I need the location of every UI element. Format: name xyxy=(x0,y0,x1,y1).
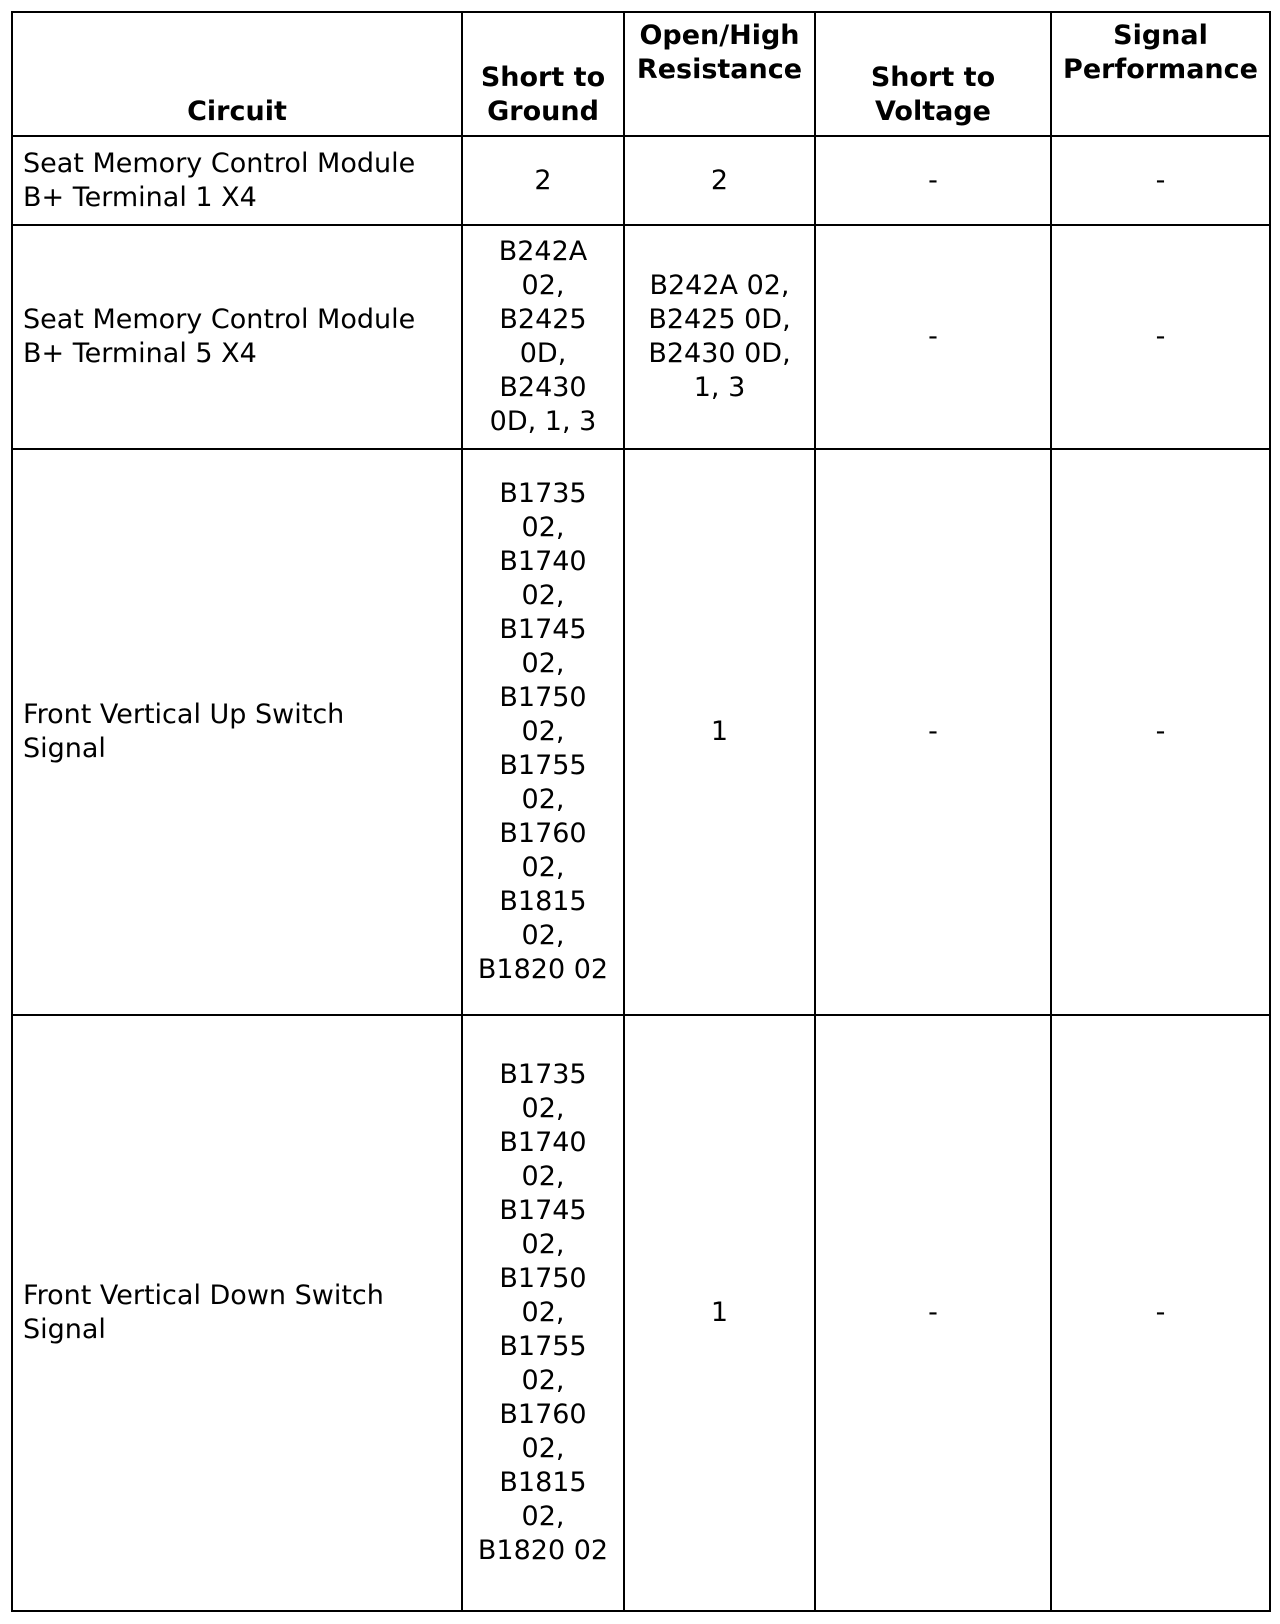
cell-signal-performance: - xyxy=(1051,1015,1270,1611)
cell-circuit: Front Vertical Up Switch Signal xyxy=(12,449,462,1015)
header-open-high-resistance: Open/High Resistance xyxy=(624,12,815,136)
cell-short-to-ground: B242A 02, B2425 0D, B2430 0D, 1, 3 xyxy=(462,225,624,449)
header-short-to-ground: Short to Ground xyxy=(462,12,624,136)
header-circuit: Circuit xyxy=(12,12,462,136)
cell-circuit: Seat Memory Control Module B+ Terminal 5 X4 xyxy=(12,225,462,449)
circuit-dtc-table xyxy=(11,11,1271,1612)
header-signal-performance: Signal Performance xyxy=(1051,12,1270,136)
cell-open-high-resistance: 1 xyxy=(624,449,815,1015)
cell-open-high-resistance: 2 xyxy=(624,136,815,225)
cell-circuit: Front Vertical Down Switch Signal xyxy=(12,1015,462,1611)
table-header-row xyxy=(12,12,1270,136)
cell-short-to-voltage: - xyxy=(815,449,1051,1015)
cell-short-to-voltage: - xyxy=(815,136,1051,225)
cell-open-high-resistance: 1 xyxy=(624,1015,815,1611)
cell-open-high-resistance: B242A 02, B2425 0D, B2430 0D, 1, 3 xyxy=(624,225,815,449)
table-row xyxy=(12,225,1270,449)
cell-circuit: Seat Memory Control Module B+ Terminal 1 X4 xyxy=(12,136,462,225)
cell-short-to-ground: B1735 02, B1740 02, B1745 02, B1750 02, B1755 02, B1760 02, B1815 02, B1820 02 xyxy=(462,449,624,1015)
cell-short-to-voltage: - xyxy=(815,1015,1051,1611)
cell-short-to-voltage: - xyxy=(815,225,1051,449)
cell-signal-performance: - xyxy=(1051,225,1270,449)
cell-short-to-ground: B1735 02, B1740 02, B1745 02, B1750 02, B1755 02, B1760 02, B1815 02, B1820 02 xyxy=(462,1015,624,1611)
table-row xyxy=(12,1015,1270,1611)
header-short-to-voltage: Short to Voltage xyxy=(815,12,1051,136)
cell-signal-performance: - xyxy=(1051,449,1270,1015)
cell-signal-performance: - xyxy=(1051,136,1270,225)
cell-short-to-ground: 2 xyxy=(462,136,624,225)
table-row xyxy=(12,136,1270,225)
table-row xyxy=(12,449,1270,1015)
